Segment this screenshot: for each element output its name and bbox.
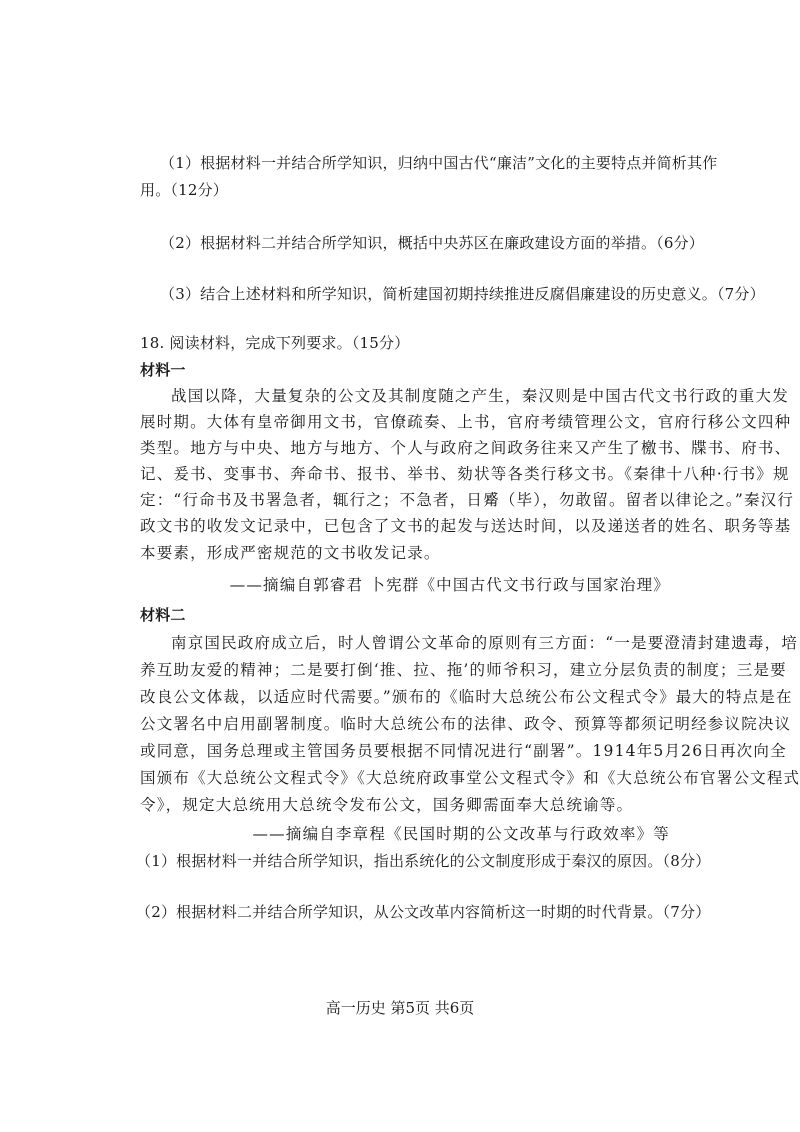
q18-sub2: （2）根据材料二并结合所学知识，从公文改革内容简析这一时期的时代背景。（7分） xyxy=(136,903,711,921)
material2-line1: 南京国民政府成立后，时人曾谓公文革命的原则有三方面：“一是要澄清封建遗毒，培 xyxy=(171,634,799,652)
material1-line7: 本要素，形成严密规范的文书收发记录。 xyxy=(140,544,441,562)
q18-sub1: （1）根据材料一并结合所学知识，指出系统化的公文制度形成于秦汉的原因。（8分） xyxy=(136,852,711,870)
material2-line7: 令》，规定大总统用大总统令发布公文，国务卿需面奉大总统谕等。 xyxy=(140,796,634,814)
q17-sub3: （3）结合上述材料和所学知识，简析建国初期持续推进反腐倡廉建设的历史意义。（7分） xyxy=(160,285,765,303)
material1-line1: 战国以降，大量复杂的公文及其制度随之产生，秦汉则是中国古代文书行政的重大发 xyxy=(171,387,789,405)
q17-sub1-line1: （1）根据材料一并结合所学知识，归纳中国古代“廉洁”文化的主要特点并简析其作 xyxy=(160,154,718,172)
q17-sub1-line2: 用。（12分） xyxy=(140,181,228,199)
material2-label: 材料二 xyxy=(140,606,186,624)
material1-line2: 展时期。大体有皇帝御用文书，官僚疏奏、上书，官府考绩管理公文，官府行移公文四种 xyxy=(140,413,792,431)
material1-line6: 政文书的收发文记录中，已包含了文书的起发与送达时间，以及递送者的姓名、职务等基 xyxy=(140,517,792,535)
material2-line5: 或同意，国务总理或主管国务员要根据不同情况进行“副署”。1914年5月26日再次向全 xyxy=(140,742,787,760)
material1-label: 材料一 xyxy=(140,361,186,379)
material2-line2: 养互助友爱的精神；二是要打倒‘推、拉、拖’的师爷积习，建立分层负责的制度；三是要 xyxy=(140,661,787,679)
material1-line4: 记、爰书、变事书、奔命书、报书、举书、劾状等各类行移文书。《秦律十八种·行书》规 xyxy=(140,465,790,483)
material2-line6: 国颁布《大总统公文程式令》《大总统府政事堂公文程式令》和《大总统公布官署公文程式 xyxy=(140,769,800,787)
page-footer: 高一历史 第5页 共6页 xyxy=(325,999,475,1017)
material1-line3: 类型。地方与中央、地方与地方、个人与政府之间政务往来又产生了檄书、牒书、府书、 xyxy=(140,439,792,457)
material2-line3: 改良公文体裁，以适应时代需要。”颁布的《临时大总统公布公文程式令》最大的特点是在 xyxy=(140,688,793,706)
q17-sub2: （2）根据材料二并结合所学知识，概括中央苏区在廉政建设方面的举措。（6分） xyxy=(160,234,704,252)
material1-source: ——摘编自郭睿君 卜宪群《中国古代文书行政与国家治理》 xyxy=(229,576,670,594)
material2-line4: 公文署名中启用副署制度。临时大总统公布的法律、政令、预算等都须记明经参议院决议 xyxy=(140,715,792,733)
material2-source: ——摘编自李章程《民国时期的公文改革与行政效率》等 xyxy=(252,825,670,843)
material1-line5: 定：“行命书及书署急者，辄行之；不急者，日觱（毕），勿敢留。留者以律论之。”秦汉行 xyxy=(140,491,795,509)
q18-heading: 18. 阅读材料，完成下列要求。（15分） xyxy=(140,334,410,352)
